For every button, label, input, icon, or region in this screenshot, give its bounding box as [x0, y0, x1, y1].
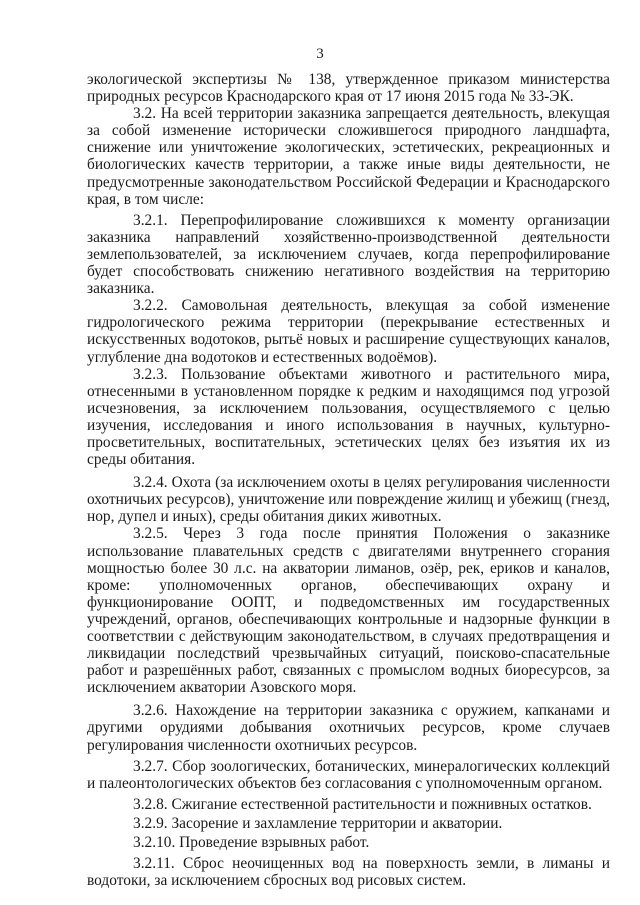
paragraph-3-2-7: 3.2.7. Сбор зоологических, ботанических, минералогических коллекций и палеонтологических объектов без согласования с уполномоченным органом.	[87, 757, 610, 792]
paragraph-3-2-10: 3.2.10. Проведение взрывных работ.	[133, 834, 370, 852]
paragraph-3-2-8: 3.2.8. Сжигание естественной растительности и пожнивных остатков.	[133, 795, 592, 813]
paragraph-3-2-11: 3.2.11. Сброс неочищенных вод на поверхность земли, в лиманы и водотоки, за исключением сбросных вод рисовых систем.	[87, 855, 610, 890]
paragraph-3-2-4: 3.2.4. Охота (за исключением охоты в целях регулирования численности охотничьих ресурсов), уничтожение или повреждение жилищ и убежищ (гнезд, нор, дупел и иных), среды обитания диких животных.	[87, 474, 610, 526]
paragraph-3-2-1: 3.2.1. Перепрофилирование сложившихся к моменту организации заказника направлений хозяйственно-производственной деятельности землепользователей, за исключением случаев, когда перепрофилирование будет способствовать снижению негативного воздействия на территорию заказника.	[87, 211, 610, 298]
paragraph-3-2-9: 3.2.9. Засорение и захламление территории и акватории.	[133, 814, 503, 832]
page-number: 3	[316, 46, 324, 62]
paragraph-3-2: 3.2. На всей территории заказника запрещается деятельность, влекущая за собой изменение исторически сложившегося природного ландшафта, снижение или уничтожение экологических, эстетических, рекреационных и биологических качеств территории, а также иные виды деятельности, не предусмотренные законодательством Российской Федерации и Краснодарского края, в том числе:	[87, 105, 610, 208]
paragraph-3-2-2: 3.2.2. Самовольная деятельность, влекущая за собой изменение гидрологического режима территории (перекрывание естественных и искусственных водотоков, рытьё новых и расширение существующих каналов, углубление дна водотоков и естественных водоёмов).	[87, 297, 610, 366]
document-body	[87, 71, 610, 889]
paragraph-3-2-6: 3.2.6. Нахождение на территории заказника с оружием, капканами и другими орудиями добывания охотничьих ресурсов, кроме случаев регулирования численности охотничьих ресурсов.	[87, 702, 610, 754]
paragraph-3-2-3: 3.2.3. Пользование объектами животного и растительного мира, отнесенными в установленном порядке к редким и находящимся под угрозой исчезновения, за исключением пользования, осуществляемого с целью изучения, исследования и иного использования в научных, культурно-просветительных, воспитательных, эстетических целях без изъятия их из среды обитания.	[87, 365, 610, 469]
paragraph-3-2-5: 3.2.5. Через 3 года после принятия Положения о заказнике использование плавательных средств с двигателями внутреннего сгорания мощностью более 30 л.с. на акватории лиманов, озёр, рек, ериков и каналов, кроме: уполномоченных органов, обеспечивающих охрану и функционирование ООПТ, и подведомственных им государственных учреждений, органов, обеспечивающих контрольные и надзорные функции в соответствии с действующим законодательством, в случаях предотвращения и ликвидации последствий чрезвычайных ситуаций, поисково-спасательные работ и разрешённых работ, связанных с промыслом водных биоресурсов, за исключением акватории Азовского моря.	[87, 525, 610, 697]
paragraph-continuation: экологической экспертизы № 138, утвержденное приказом министерства природных ресурсов Краснодарского края от 17 июня 2015 года № 33-ЭК.	[87, 71, 610, 106]
